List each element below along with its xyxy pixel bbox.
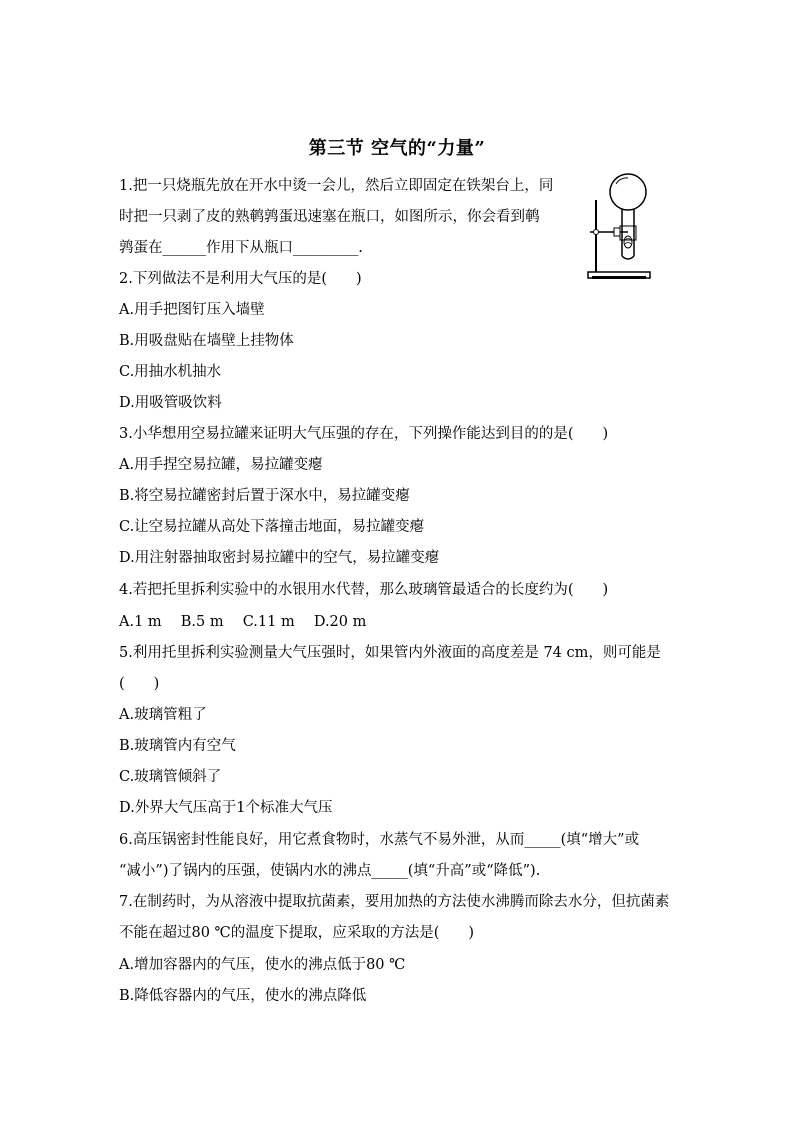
page-title: 第三节 空气的“力量” bbox=[308, 138, 486, 159]
question-5-option-c: C.玻璃管倾斜了 bbox=[119, 769, 222, 785]
question-7-option-b: B.降低容器内的气压，使水的沸点降低 bbox=[119, 988, 367, 1004]
question-7-stem: 7.在制药时，为从溶液中提取抗菌素，要用加热的方法使水沸腾而除去水分，但抗菌素 bbox=[119, 894, 670, 910]
question-5-option-a: A.玻璃管粗了 bbox=[119, 707, 207, 723]
question-6-line-1: 6.高压锅密封性能良好，用它煮食物时，水蒸气不易外泄，从而_____(填“增大”或 bbox=[119, 832, 640, 848]
question-3-stem: 3.小华想用空易拉罐来证明大气压强的存在，下列操作能达到目的的是( ) bbox=[119, 426, 609, 442]
question-6-line-2: “减小”)了锅内的压强，使锅内水的沸点_____(填“升高”或“降低”). bbox=[119, 863, 541, 879]
question-5-stem: 5.利用托里拆利实验测量大气压强时，如果管内外液面的高度差是 74 cm，则可能是 bbox=[119, 645, 661, 661]
question-3-option-b: B.将空易拉罐密封后置于深水中，易拉罐变瘪 bbox=[119, 488, 410, 504]
question-1-line-3: 鹑蛋在______作用下从瓶口_________. bbox=[119, 240, 363, 256]
question-1-line-2: 时把一只剥了皮的熟鹌鹑蛋迅速塞在瓶口，如图所示，你会看到鹌 bbox=[119, 209, 540, 225]
question-7-option-a: A.增加容器内的气压，使水的沸点低于80 ℃ bbox=[119, 957, 406, 973]
question-4-options: A.1 m B.5 m C.11 m D.20 m bbox=[119, 614, 367, 630]
question-1-line-1: 1.把一只烧瓶先放在开水中烫一会儿，然后立即固定在铁架台上，同 bbox=[119, 178, 554, 194]
question-2-option-c: C.用抽水机抽水 bbox=[119, 364, 222, 380]
question-5-stem-cont: ( ) bbox=[119, 676, 160, 692]
question-2-stem: 2.下列做法不是利用大气压的是( ) bbox=[119, 271, 362, 287]
question-5-option-d: D.外界大气压高于1个标准大气压 bbox=[119, 800, 333, 816]
flask-stand-figure bbox=[584, 170, 658, 286]
question-3-option-a: A.用手捏空易拉罐，易拉罐变瘪 bbox=[119, 457, 323, 473]
question-3-option-d: D.用注射器抽取密封易拉罐中的空气，易拉罐变瘪 bbox=[119, 550, 440, 566]
question-3-option-c: C.让空易拉罐从高处下落撞击地面，易拉罐变瘪 bbox=[119, 519, 425, 535]
question-2-option-d: D.用吸管吸饮料 bbox=[119, 395, 222, 411]
question-7-stem-cont: 不能在超过80 ℃的温度下提取，应采取的方法是( ) bbox=[119, 925, 475, 941]
question-2-option-b: B.用吸盘贴在墙壁上挂物体 bbox=[119, 333, 294, 349]
question-4-stem: 4.若把托里拆利实验中的水银用水代替，那么玻璃管最适合的长度约为( ) bbox=[119, 582, 609, 598]
question-5-option-b: B.玻璃管内有空气 bbox=[119, 738, 236, 754]
question-2-option-a: A.用手把图钉压入墙壁 bbox=[119, 302, 265, 318]
